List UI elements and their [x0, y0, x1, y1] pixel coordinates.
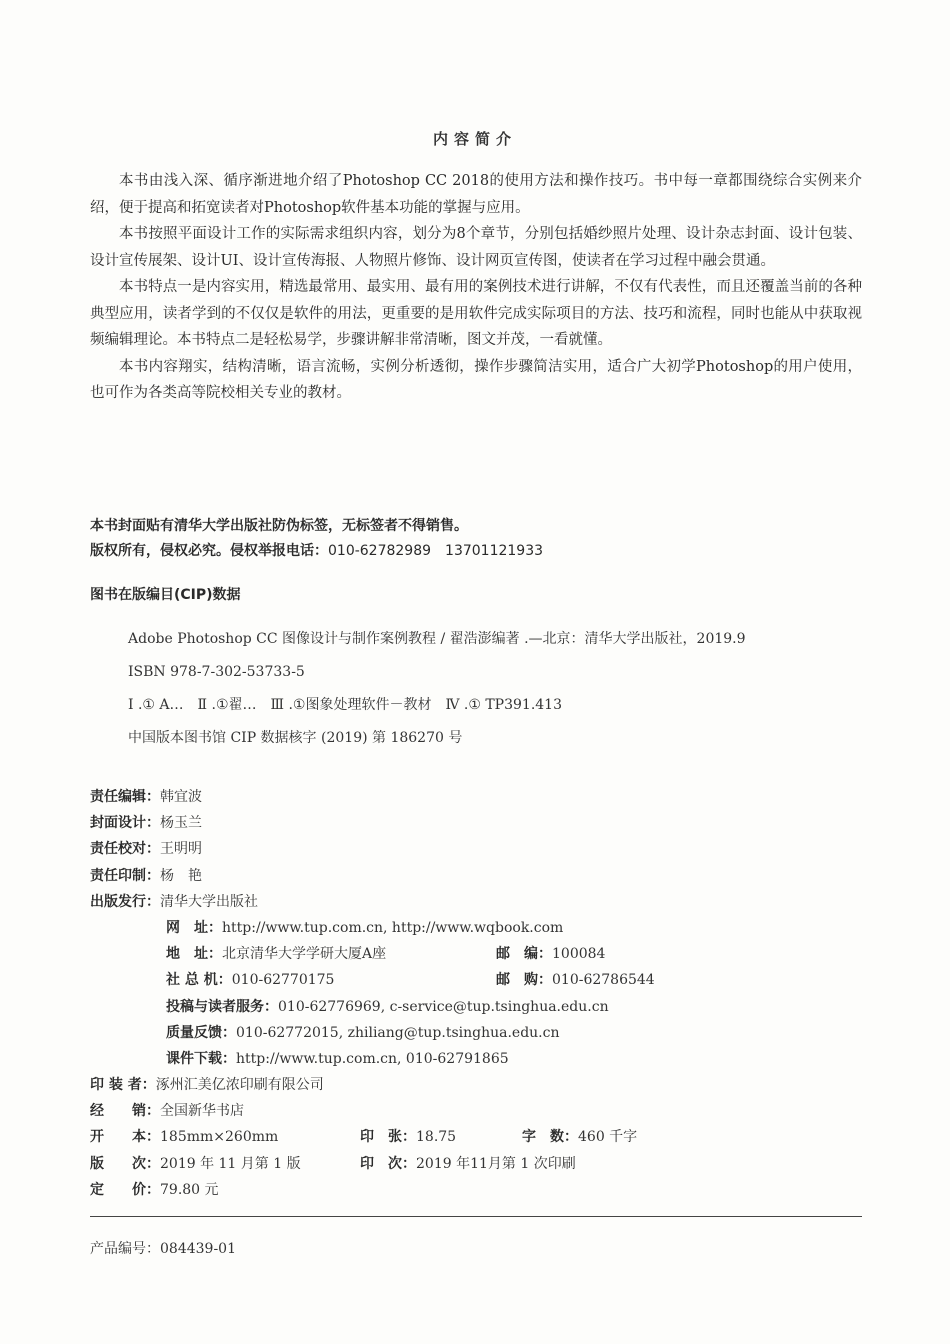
product-code	[90, 1238, 236, 1258]
courseware-link[interactable]: http://www.tup.com.cn, 010-62791865	[236, 1050, 509, 1067]
credit-label: 开 本：	[90, 1129, 160, 1146]
credit-value: 2019 年11月第 1 次印刷	[416, 1155, 576, 1172]
intro-title: 内容简介	[432, 130, 517, 148]
credit-row	[90, 1153, 870, 1179]
credit-value: 韩宜波	[160, 789, 202, 805]
credit-label: 责任印制：	[90, 867, 160, 884]
credit-value: 清华大学出版社	[160, 893, 258, 910]
credit-value: 杨 艳	[160, 867, 202, 884]
intro-paragraph: 本书特点一是内容实用，精选最常用、最实用、最有用的案例技术进行讲解，不仅有代表性，而且还覆盖当前的各种典型应用，读者学到的不仅仅是软件的用法，更重要的是用软件完成实际项目的方法、技巧和流程，同时也能从中获取视频编辑理论。本书特点二是轻松易学，步骤讲解非常清晰，图文并茂，一看就懂。	[90, 279, 862, 348]
credit-row	[90, 891, 870, 917]
credit-value: 北京清华大学学研大厦A座	[222, 946, 387, 963]
credit-row	[90, 996, 870, 1022]
credit-label: 封面设计：	[90, 815, 160, 832]
credit-label: 印 张：	[360, 1129, 416, 1146]
credit-label: 课件下载：	[166, 1050, 236, 1067]
credit-label: 印 装 者：	[90, 1077, 156, 1094]
notice-line: 本书封面贴有清华大学出版社防伪标签，无标签者不得销售。	[90, 518, 468, 534]
postcode-cell	[496, 943, 605, 965]
credit-label: 网 址：	[166, 919, 222, 936]
credit-row	[90, 1179, 870, 1205]
footer-divider	[90, 1216, 862, 1217]
words-cell	[522, 1126, 637, 1148]
credit-value: 杨玉兰	[160, 815, 202, 832]
credit-value: 18.75	[416, 1129, 457, 1146]
cip-isbn: ISBN 978-7-302-53733-5	[128, 664, 305, 680]
credit-row	[90, 943, 870, 969]
credit-label: 经 销：	[90, 1103, 160, 1120]
credit-label: 定 价：	[90, 1181, 160, 1198]
intro-paragraph: 本书由浅入深、循序渐进地介绍了Photoshop CC 2018的使用方法和操作技巧。书中每一章都围绕综合实例来介绍，便于提高和拓宽读者对Photoshop软件基本功能的掌握与应用。	[90, 173, 862, 216]
report-label: 版权所有，侵权必究。侵权举报电话：	[90, 543, 328, 559]
cip-number: 中国版本图书馆 CIP 数据核字 (2019) 第 186270 号	[128, 730, 463, 746]
credit-row	[90, 1100, 870, 1126]
report-phones: 010-62782989 13701121933	[328, 543, 544, 559]
credit-row	[90, 1022, 870, 1048]
sheets-cell	[360, 1126, 456, 1148]
credit-label: 地 址：	[166, 946, 222, 963]
credit-value: 100084	[552, 946, 606, 963]
notice-line	[90, 539, 870, 564]
credit-label: 责任编辑：	[90, 789, 160, 805]
credit-value: 全国新华书店	[160, 1103, 244, 1120]
credit-label: 邮 购：	[496, 972, 552, 989]
anti-counterfeit-notice	[90, 514, 870, 564]
publication-credits	[90, 786, 870, 1205]
credit-label: 邮 编：	[496, 946, 552, 963]
credit-row	[90, 917, 870, 943]
cip-block	[128, 628, 868, 760]
credit-value: 010-62786544	[552, 972, 655, 989]
mailorder-cell	[496, 969, 655, 991]
credit-value: 涿州汇美亿浓印刷有限公司	[155, 1077, 324, 1094]
credit-row	[90, 1048, 870, 1074]
credit-label: 责任校对：	[90, 841, 160, 858]
credit-row	[90, 838, 870, 864]
credit-row	[90, 1126, 870, 1152]
printing-cell	[360, 1153, 576, 1175]
intro-paragraph: 本书按照平面设计工作的实际需求组织内容，划分为8个章节，分别包括婚纱照片处理、设计杂志封面、设计包装、设计宣传展架、设计UI、设计宣传海报、人物照片修饰、设计网页宣传图，使读者在学习过程中融会贯通。	[90, 226, 862, 269]
cip-title-line: Adobe Photoshop CC 图像设计与制作案例教程 / 翟浩澎编著 .—北京：清华大学出版社，2019.9	[128, 631, 746, 647]
product-code-value: 084439-01	[160, 1241, 236, 1257]
cip-classification: Ⅰ .① A… Ⅱ .①翟… Ⅲ .①图象处理软件－教材 Ⅳ .① TP391.413	[128, 697, 562, 713]
credit-row	[90, 812, 870, 838]
product-code-label: 产品编号：	[90, 1241, 160, 1257]
credit-value: 2019 年 11 月第 1 版	[160, 1155, 301, 1172]
credit-row	[90, 1074, 870, 1100]
feedback-email[interactable]: 010-62772015, zhiliang@tup.tsinghua.edu.cn	[236, 1024, 560, 1041]
credit-label: 印 次：	[360, 1155, 416, 1172]
contribution-email[interactable]: 010-62776969, c-service@tup.tsinghua.edu.cn	[278, 998, 609, 1015]
credit-label: 出版发行：	[90, 893, 160, 910]
cip-heading: 图书在版编目(CIP)数据	[90, 587, 241, 603]
credit-row	[90, 786, 870, 812]
credit-value: 010-62770175	[231, 972, 335, 989]
credit-row	[90, 865, 870, 891]
credit-row	[90, 969, 870, 995]
credit-value: 460 千字	[578, 1129, 638, 1146]
credit-label: 版 次：	[90, 1155, 160, 1172]
intro-paragraph: 本书内容翔实，结构清晰，语言流畅，实例分析透彻，操作步骤简洁实用，适合广大初学Photoshop的用户使用，也可作为各类高等院校相关专业的教材。	[90, 358, 862, 401]
website-link[interactable]: http://www.tup.com.cn, http://www.wqbook.com	[222, 919, 564, 936]
intro-text	[90, 168, 862, 407]
credit-value: 王明明	[160, 841, 202, 858]
credit-value: 79.80 元	[160, 1181, 219, 1198]
credit-label: 社 总 机：	[166, 972, 232, 989]
credit-label: 投稿与读者服务：	[166, 998, 278, 1015]
credit-value: 185mm×260mm	[160, 1129, 279, 1146]
credit-label: 字 数：	[522, 1129, 578, 1146]
credit-label: 质量反馈：	[166, 1024, 236, 1041]
